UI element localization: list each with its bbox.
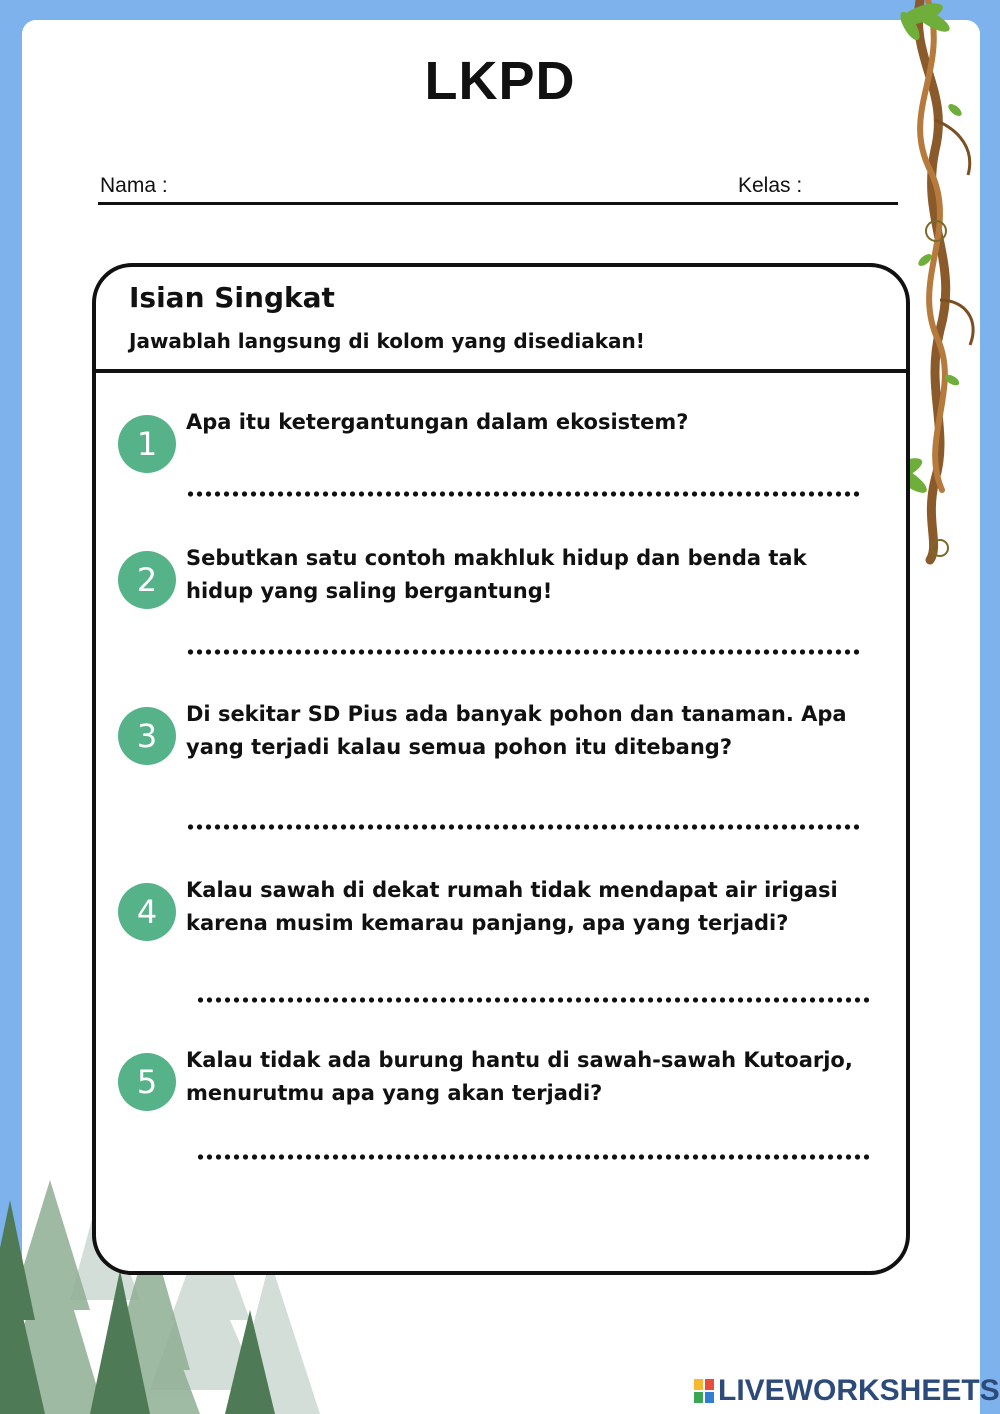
question-card	[92, 263, 910, 1275]
answer-field[interactable]	[186, 824, 860, 830]
question-number-badge: 3	[118, 707, 176, 765]
question-text: Di sekitar SD Pius ada banyak pohon dan tanaman. Apa yang terjadi kalau semua pohon itu ditebang?	[186, 702, 847, 759]
student-id-row	[98, 172, 898, 205]
card-header	[96, 267, 906, 373]
class-label: Kelas :	[738, 174, 803, 197]
question-text: Kalau sawah di dekat rumah tidak mendapat air irigasi karena musim kemarau panjang, apa yang terjadi?	[186, 878, 838, 935]
answer-field[interactable]	[186, 649, 860, 655]
question-number-badge: 5	[118, 1053, 176, 1111]
answer-field[interactable]	[196, 1154, 870, 1160]
question-text: Sebutkan satu contoh makhluk hidup dan benda tak hidup yang saling bergantung!	[186, 546, 807, 603]
answer-field[interactable]	[196, 997, 870, 1003]
question-number-badge: 1	[118, 415, 176, 473]
liveworksheets-logo[interactable]	[694, 1374, 1000, 1408]
section-title: Isian Singkat	[129, 281, 335, 314]
brand-text: LIVEWORKSHEETS	[718, 1374, 1000, 1407]
question-number-badge: 4	[118, 883, 176, 941]
question-number-badge: 2	[118, 551, 176, 609]
name-label: Nama :	[100, 174, 168, 197]
question-text: Apa itu ketergantungan dalam ekosistem?	[186, 410, 689, 434]
worksheet-title: LKPD	[424, 51, 576, 111]
question-text: Kalau tidak ada burung hantu di sawah-sawah Kutoarjo, menurutmu apa yang akan terjadi?	[186, 1048, 853, 1105]
section-instruction: Jawablah langsung di kolom yang disediakan!	[129, 329, 645, 353]
answer-field[interactable]	[186, 491, 860, 497]
liveworksheets-logo-icon	[694, 1379, 714, 1403]
